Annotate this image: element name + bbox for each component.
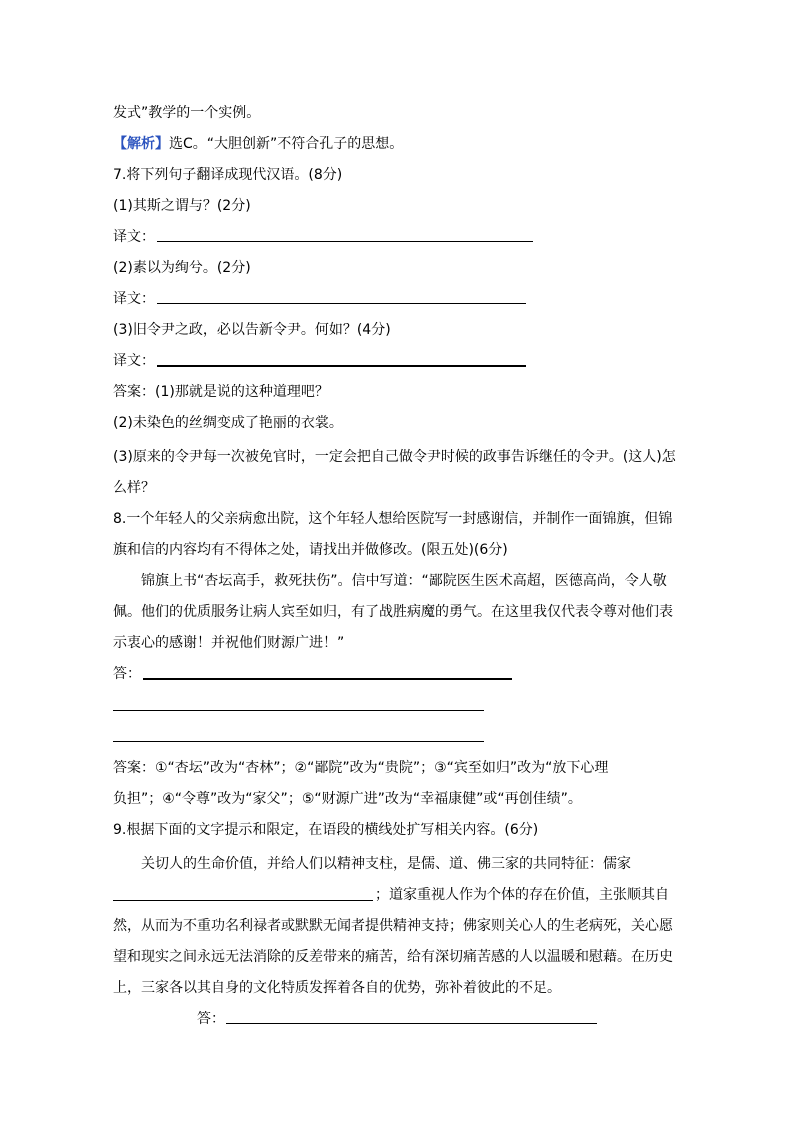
q7-answer-line-4: 么样？ [113,480,155,496]
q9-answer-label: 答： [197,1011,225,1027]
q7-item-3-answer-blank[interactable] [157,365,526,367]
q8-answer-line-1: 答案：①“杏坛”改为“杏林”；②“鄙院”改为“贵院”；③“宾至如归”改为“放下心理 [113,760,609,776]
q9-title: 9.根据下面的文字提示和限定，在语段的横线处扩写相关内容。(6分) [113,822,539,838]
q8-passage-line-1: 锦旗上书“杏坛高手，救死扶伤”。信中写道：“鄙院医生医术高超，医德高尚，令人敬 [141,573,667,589]
q8-title-line-1: 8.一个年轻人的父亲病愈出院，这个年轻人想给医院写一封感谢信，并制作一面锦旗，但锦 [113,511,673,527]
q7-item-2-label: 译文： [113,291,155,307]
q8-answer-blank-1[interactable] [143,678,512,680]
q8-answer-line-2: 负担”；④“令尊”改为“家父”；⑤“财源广进”改为“幸福康健”或“再创佳绩”。 [113,791,582,807]
q7-item-3-prompt: (3)旧令尹之政，必以告新令尹。何如？(4分) [113,322,391,338]
q8-answer-blank-3[interactable] [113,741,484,742]
q9-passage-blank[interactable] [113,900,373,901]
q8-passage-line-2: 佩。他们的优质服务让病人宾至如归，有了战胜病魔的勇气。在这里我仅代表令尊对他们表 [113,604,673,620]
q8-passage-line-3: 示衷心的感谢！并祝他们财源广进！” [113,635,345,651]
q7-answer-line-3: (3)原来的令尹每一次被免官时，一定会把自己做令尹时候的政事告诉继任的令尹。(这人)怎 [113,449,676,465]
q9-answer-blank[interactable] [226,1023,597,1024]
q7-item-2-prompt: (2)素以为绚兮。(2分) [113,260,251,276]
q7-title: 7.将下列句子翻译成现代汉语。(8分) [113,167,343,183]
q7-item-1-answer-blank[interactable] [157,241,533,242]
intro-tail: 发式”教学的一个实例。 [113,105,261,121]
analysis-tag: 【解析】 [113,136,169,152]
q7-item-1-label: 译文： [113,229,155,245]
q9-passage-line-5: 上，三家各以其自身的文化特质发挥着各自的优势，弥补着彼此的不足。 [113,980,561,996]
q7-item-2-answer-blank[interactable] [157,303,526,304]
q9-passage-line-3: 然，从而为不重功名利禄者或默默无闻者提供精神支持；佛家则关心人的生老病死，关心愿 [113,918,673,934]
q7-item-1-prompt: (1)其斯之谓与？(2分) [113,198,251,214]
q8-answer-label: 答： [113,666,141,682]
q9-passage-line-1: 关切人的生命价值，并给人们以精神支柱，是儒、道、佛三家的共同特征：儒家 [141,856,631,872]
q6-analysis [113,134,403,154]
q8-answer-blank-2[interactable] [113,710,484,711]
analysis-text: 选C。“大胆创新”不符合孔子的思想。 [169,136,404,152]
q9-passage-after-blank: ；道家重视人作为个体的存在价值，主张顺其自 [375,887,669,903]
q7-answer-line-2: (2)未染色的丝绸变成了艳丽的衣裳。 [113,415,343,431]
q8-title-line-2: 旗和信的内容均有不得体之处，请找出并做修改。(限五处)(6分) [113,542,508,558]
q9-passage-line-4: 望和现实之间永远无法消除的反差带来的痛苦，给有深切痛苦感的人以温暖和慰藉。在历史 [113,949,673,965]
q7-item-3-label: 译文： [113,353,155,369]
q7-answer-line-1: 答案：(1)那就是说的这种道理吧？ [113,384,329,400]
